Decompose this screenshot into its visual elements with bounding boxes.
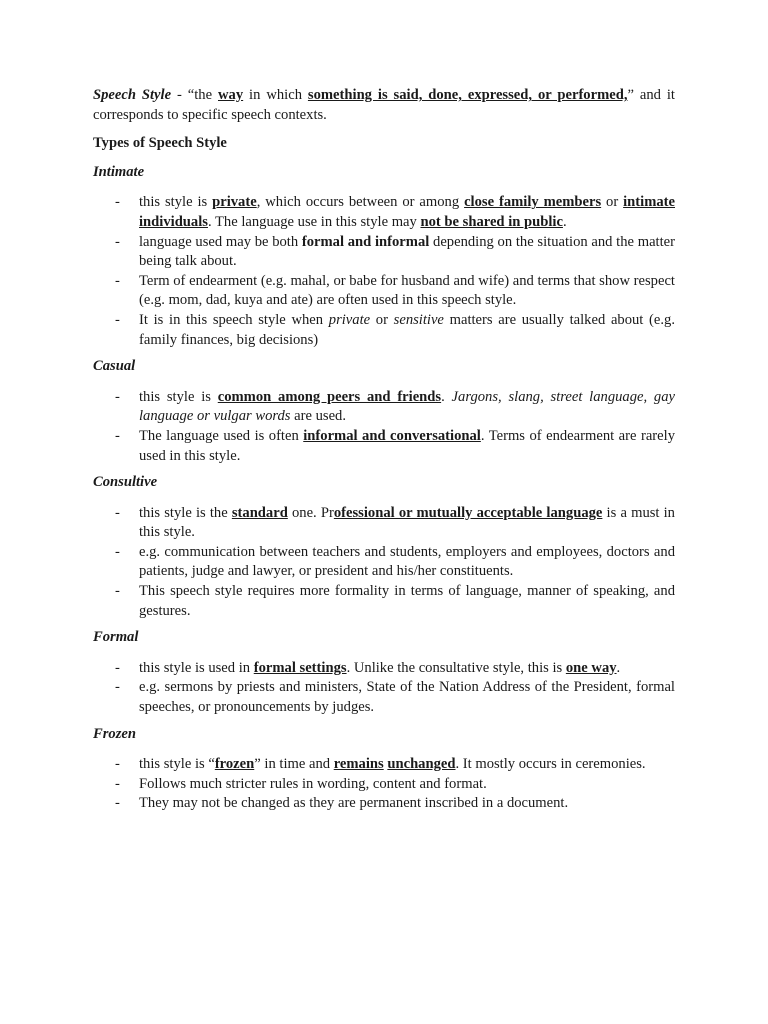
casual-list (93, 388, 675, 466)
list-item: - This speech style requires more formality in terms of language, manner of speaking, and gestures. (93, 582, 675, 621)
formal-list (93, 659, 675, 718)
section-intimate (93, 163, 675, 350)
list-item: - this style is “frozen” in time and remains unchanged. It mostly occurs in ceremonies. (93, 755, 675, 775)
list-item: - Term of endearment (e.g. mahal, or babe for husband and wife) and terms that show respect (e.g. mom, dad, kuya and ate) are often used in this speech style. (93, 272, 675, 311)
consultive-list (93, 504, 675, 622)
list-item: - this style is common among peers and friends. Jargons, slang, street language, gay language or vulgar words are used. (93, 388, 675, 427)
section-title-casual: Casual (93, 358, 136, 375)
definition-paragraph: Speech Style - “the way in which something is said, done, expressed, or performed,” and it corresponds to specific speech contexts. (93, 87, 675, 123)
section-title-intimate: Intimate (93, 163, 145, 180)
section-frozen (93, 725, 675, 814)
list-item: - this style is the standard one. Professional or mutually acceptable language is a must in this style. (93, 504, 675, 543)
section-title-frozen: Frozen (93, 725, 136, 742)
list-item: - this style is used in formal settings. Unlike the consultative style, this is one way. (93, 659, 675, 679)
section-consultive (93, 473, 675, 621)
section-casual (93, 357, 675, 466)
section-title-formal: Formal (93, 629, 139, 646)
section-title-consultive: Consultive (93, 474, 158, 491)
list-item: - e.g. sermons by priests and ministers, State of the Nation Address of the President, formal speeches, or pronouncements by judges. (93, 678, 675, 717)
list-item: - e.g. communication between teachers and students, employers and employees, doctors and patients, judge and lawyer, or president and his/her constituents. (93, 543, 675, 582)
document-page (93, 86, 675, 821)
list-item: - Follows much stricter rules in wording, content and format. (93, 775, 675, 795)
list-item: - this style is private, which occurs between or among close family members or intimate individuals. The language use in this style may not be shared in public. (93, 193, 675, 232)
frozen-list (93, 755, 675, 814)
list-item: - The language used is often informal and conversational. Terms of endearment are rarely used in this style. (93, 427, 675, 466)
definition-highlight: something is said, done, expressed, or performed, (307, 87, 628, 103)
list-item: - It is in this speech style when private or sensitive matters are usually talked about (e.g. family finances, big decisions) (93, 311, 675, 350)
section-formal (93, 628, 675, 717)
definition-keyword-way: way (218, 87, 244, 103)
intimate-list (93, 193, 675, 350)
list-item: - They may not be changed as they are permanent inscribed in a document. (93, 794, 675, 814)
definition-term: Speech Style (93, 87, 172, 103)
list-item: - language used may be both formal and informal depending on the situation and the matter being talk about. (93, 233, 675, 272)
types-heading: Types of Speech Style (93, 135, 227, 152)
